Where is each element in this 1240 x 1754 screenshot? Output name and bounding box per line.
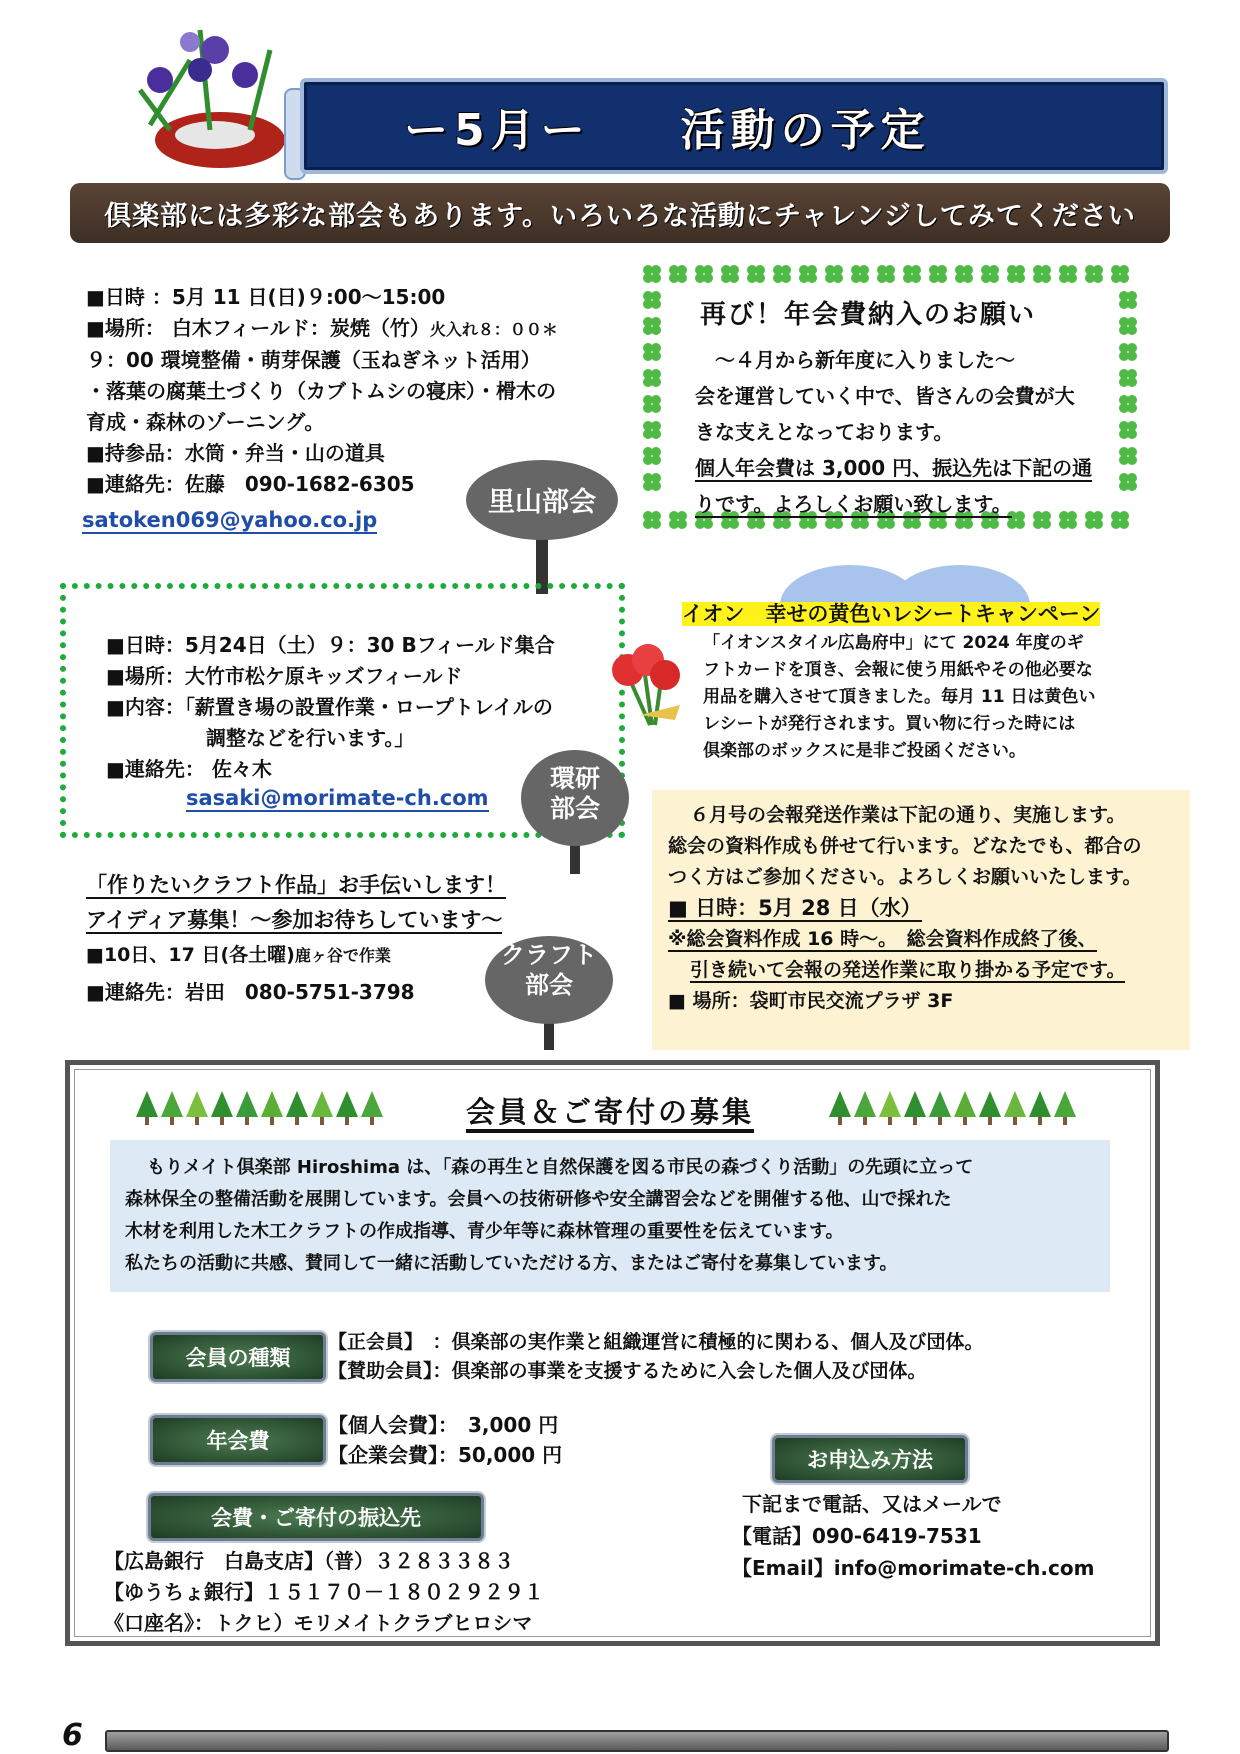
tree-icon <box>211 1091 233 1117</box>
clover-icon <box>747 265 765 283</box>
clover-icon <box>643 395 661 413</box>
aeon-title-text: イオン 幸せの黄色いレシートキャンペーン <box>682 602 1101 626</box>
page-title <box>304 82 1164 170</box>
tree-icon <box>854 1091 876 1117</box>
tree-icon <box>929 1091 951 1117</box>
tree-trunk <box>988 1117 992 1125</box>
tree-trunk <box>270 1117 274 1125</box>
tree-trunk <box>245 1117 249 1125</box>
tree-icon <box>161 1091 183 1117</box>
tree-icon <box>361 1091 383 1117</box>
apply-instructions: 下記まで電話、又はメールで <box>742 1492 1002 1516</box>
tree-trunk <box>145 1117 149 1125</box>
craft-dates-place: 鹿ヶ谷で作業 <box>294 946 391 965</box>
tree-icon <box>1029 1091 1051 1117</box>
subtitle-banner: 倶楽部には多彩な部会もあります。いろいろな活動にチャレンジしてみてください <box>70 183 1170 243</box>
recruit-desc-line: 私たちの活動に共感、賛同して一緒に活動していただける方、またはご寄付を募集しています。 <box>125 1253 898 1274</box>
recruit-desc-line: もりメイト倶楽部 Hiroshima は、「森の再生と自然保護を図る市民の森づくり活動」の先頭に立って <box>147 1157 974 1178</box>
member-type-regular: 【正会員】 ：倶楽部の実作業と組織運営に積極的に関わる、個人及び団体。 <box>328 1331 984 1353</box>
satoyama-fire-time: 火入れ８：００＊ <box>429 320 558 339</box>
craft-heading-line: 「作りたいクラフト作品」お手伝いします！ <box>86 873 506 897</box>
clover-icon <box>669 511 687 529</box>
satoyama-contact: ■連絡先：佐藤 090-1682-6305 <box>86 472 415 496</box>
clover-icon <box>929 265 947 283</box>
clover-icon <box>773 265 791 283</box>
craft-heading <box>86 868 506 938</box>
clover-icon <box>643 511 661 529</box>
tree-icon <box>311 1091 333 1117</box>
satoyama-email-link[interactable]: satoken069@yahoo.co.jp <box>82 508 378 532</box>
tree-icon <box>236 1091 258 1117</box>
satoyama-badge-label: 里山部会 <box>488 487 596 518</box>
newsletter-place: ■ 場所：袋町市民交流プラザ 3F <box>668 990 954 1012</box>
member-types-label: 会員の種類 <box>150 1332 326 1382</box>
fee-individual: 【個人会費】： 3,000 円 <box>328 1413 559 1437</box>
tree-icon <box>286 1091 308 1117</box>
craft-badge-line: クラフト <box>501 941 597 969</box>
clover-icon <box>1111 265 1129 283</box>
tree-icon <box>829 1091 851 1117</box>
tree-icon <box>261 1091 283 1117</box>
tree-icon <box>879 1091 901 1117</box>
tree-icon <box>462 458 622 598</box>
clover-icon <box>903 265 921 283</box>
satoyama-content-1: ９：00 環境整備・萌芽保護（玉ねぎネット活用） <box>86 348 541 372</box>
aeon-body <box>703 630 1173 765</box>
newsletter-date-value: 5月 28 日（水） <box>758 896 922 920</box>
title-month: ー5月ー <box>404 105 591 156</box>
fee-notice-line: ～４月から新年度に入りました～ <box>715 348 1015 372</box>
satoyama-badge <box>462 458 622 598</box>
tree-icon <box>336 1091 358 1117</box>
clover-icon <box>643 265 661 283</box>
tree-trunk <box>963 1117 967 1125</box>
tree-icon <box>979 1091 1001 1117</box>
craft-contact: ■連絡先：岩田 080-5751-3798 <box>86 980 415 1004</box>
tree-icon <box>954 1091 976 1117</box>
apply-phone: 【電話】090-6419-7531 <box>732 1524 982 1548</box>
clover-icon <box>669 265 687 283</box>
aeon-line: レシートが発行されます。買い物に行った時には <box>703 714 1076 734</box>
clover-icon <box>643 447 661 465</box>
kanken-contact: ■連絡先： 佐々木 <box>106 757 272 781</box>
tree-trunk <box>195 1117 199 1125</box>
kanken-content-1: ■内容：「薪置き場の設置作業・ロープトレイルの <box>106 695 553 719</box>
clover-icon <box>643 317 661 335</box>
recruit-desc-line: 森林保全の整備活動を展開しています。会員への技術研修や安全講習会などを開催する他、山で採れた <box>125 1189 952 1210</box>
footer-bar <box>105 1730 1169 1752</box>
aeon-line: フトカードを頂き、会報に使う用紙やその他必要な <box>703 660 1093 680</box>
aeon-line: 倶楽部のボックスに是非ご投函ください。 <box>703 741 1026 761</box>
satoyama-content-2: ・落葉の腐葉土づくり（カブトムシの寝床）・榾木の <box>86 379 556 403</box>
aeon-line: 用品を購入させて頂きました。毎月 11 日は黄色い <box>703 687 1096 707</box>
newsletter-date-label: ■ 日時： <box>668 896 759 920</box>
apply-info <box>732 1488 1094 1584</box>
tree-trunk <box>295 1117 299 1125</box>
fee-notice-line: 会を運営していく中で、皆さんの会費が大 <box>695 384 1075 408</box>
transfer-accounts <box>104 1546 544 1639</box>
clover-icon <box>643 473 661 491</box>
title-banner <box>300 78 1168 174</box>
iris-illustration <box>130 20 290 170</box>
clover-icon <box>643 343 661 361</box>
aeon-line: 「イオンスタイル広島府中」にて 2024 年度のギ <box>703 633 1084 653</box>
kanken-place: ■場所：大竹市松ケ原キッズフィールド <box>106 664 463 688</box>
tree-trunk <box>863 1117 867 1125</box>
craft-badge-label <box>482 940 616 1000</box>
clover-icon <box>1059 265 1077 283</box>
fee-notice-title: 再び！年会費納入のお願い <box>700 300 1037 330</box>
fee-notice-line: りです。よろしくお願い致します。 <box>695 492 1012 516</box>
transfer-yucho-bank: 【ゆうちょ銀行】１５１７０－１８０２９２９１ <box>104 1580 544 1604</box>
recruit-desc-line: 木材を利用した木工クラフトの作成指導、青少年等に森林管理の重要性を伝えています。 <box>125 1221 844 1242</box>
fee-notice-line: 個人年会費は 3,000 円、振込先は下記の通 <box>695 456 1093 480</box>
kanken-email[interactable] <box>186 786 489 810</box>
tree-trunk <box>913 1117 917 1125</box>
clover-icon <box>643 291 661 309</box>
fee-notice-line: きな支えとなっております。 <box>695 420 954 444</box>
tree-icon <box>1004 1091 1026 1117</box>
newsletter-line: ６月号の会報発送作業は下記の通り、実施します。 <box>690 804 1126 826</box>
clover-icon <box>1007 265 1025 283</box>
clover-icon <box>877 265 895 283</box>
clover-icon <box>1119 317 1137 335</box>
apply-method-label: お申込み方法 <box>772 1435 968 1483</box>
transfer-label: 会費・ご寄付の振込先 <box>148 1493 484 1541</box>
fee-corporate: 【企業会費】：50,000 円 <box>328 1443 563 1467</box>
clover-icon <box>825 265 843 283</box>
recruit-description <box>125 1152 1105 1280</box>
kanken-badge-line: 環研 <box>549 764 600 793</box>
tree-icon <box>1054 1091 1076 1117</box>
tree-trunk <box>345 1117 349 1125</box>
trees-left-decoration <box>135 1087 395 1127</box>
clover-icon <box>695 265 713 283</box>
kanken-date: ■日時：5月24日（土）９：30 Bフィールド集合 <box>106 633 555 657</box>
satoyama-content-3: 育成・森林のゾーニング。 <box>86 410 325 434</box>
clover-icon <box>721 265 739 283</box>
clover-icon <box>1033 265 1051 283</box>
tree-icon <box>136 1091 158 1117</box>
tree-trunk <box>888 1117 892 1125</box>
kanken-badge <box>515 748 635 874</box>
newsletter-line: 総会の資料作成も併せて行います。どなたでも、都合の <box>668 835 1142 857</box>
kanken-badge-label <box>515 764 635 824</box>
clover-icon <box>851 265 869 283</box>
satoyama-place-text: ■場所： 白木フィールド：炭焼（竹） <box>86 316 430 340</box>
tree-trunk <box>1013 1117 1017 1125</box>
aeon-title <box>682 598 1100 628</box>
fee-notice-box <box>640 262 1140 532</box>
member-types <box>328 1328 1128 1386</box>
member-type-supporting: 【賛助会員】：倶楽部の事業を支援するために入会した個人及び団体。 <box>328 1360 927 1382</box>
tree-trunk <box>370 1117 374 1125</box>
recruit-title-text: 会員＆ご寄付の募集 <box>466 1095 754 1133</box>
clover-icon <box>981 265 999 283</box>
recruit-title <box>430 1090 790 1131</box>
clover-icon <box>1085 265 1103 283</box>
craft-dates <box>86 940 391 967</box>
transfer-hiroshima-bank: 【広島銀行 白島支店】（普）３２８３３８３ <box>104 1549 514 1573</box>
kanken-badge-line: 部会 <box>549 794 600 823</box>
satoyama-items: ■持参品：水筒・弁当・山の道具 <box>86 441 385 465</box>
newsletter-line: つく方はご参加ください。よろしくお願いいたします。 <box>668 866 1142 888</box>
clover-icon <box>643 369 661 387</box>
newsletter-body <box>668 800 1188 1017</box>
clover-icon <box>1119 291 1137 309</box>
newsletter-line: ※総会資料作成 16 時～。 総会資料作成終了後、 <box>668 928 1097 950</box>
clover-icon <box>643 421 661 439</box>
kanken-email-link[interactable]: sasaki@morimate-ch.com <box>186 786 489 810</box>
newsletter-date <box>668 893 1188 924</box>
page-number: 6 <box>62 1718 83 1753</box>
tree-trunk <box>1063 1117 1067 1125</box>
fee-notice-body <box>695 342 1125 522</box>
carnation-illustration <box>600 635 690 735</box>
tree-icon <box>186 1091 208 1117</box>
annual-fee-label: 年会費 <box>150 1415 326 1465</box>
satoyama-place <box>86 313 646 345</box>
tree-trunk <box>938 1117 942 1125</box>
tree-trunk <box>1038 1117 1042 1125</box>
tree-trunk <box>170 1117 174 1125</box>
apply-email[interactable]: 【Email】info@morimate-ch.com <box>732 1556 1095 1580</box>
craft-dates-text: ■10日、17 日(各土曜) <box>86 944 295 966</box>
clover-icon <box>799 265 817 283</box>
newsletter-line: 引き続いて会報の発送作業に取り掛かる予定です。 <box>690 959 1126 981</box>
tree-trunk <box>220 1117 224 1125</box>
craft-heading-line: アイディア募集！～参加お待ちしています～ <box>86 908 503 932</box>
annual-fees <box>328 1410 562 1470</box>
satoyama-date: ■日時 ：5月 11 日(日)９:00～15:00 <box>86 285 446 309</box>
tree-trunk <box>838 1117 842 1125</box>
title-main: 活動の予定 <box>680 105 931 156</box>
transfer-account-name: 《口座名》：トクヒ）モリメイトクラブヒロシマ <box>104 1611 533 1635</box>
clover-icon <box>955 265 973 283</box>
tree-trunk <box>320 1117 324 1125</box>
craft-badge-line: 部会 <box>525 971 573 999</box>
kanken-content-2: 調整などを行います。」 <box>206 726 415 750</box>
tree-icon <box>904 1091 926 1117</box>
trees-right-decoration <box>828 1087 1088 1127</box>
craft-badge <box>482 930 616 1050</box>
satoyama-email[interactable] <box>82 508 377 532</box>
